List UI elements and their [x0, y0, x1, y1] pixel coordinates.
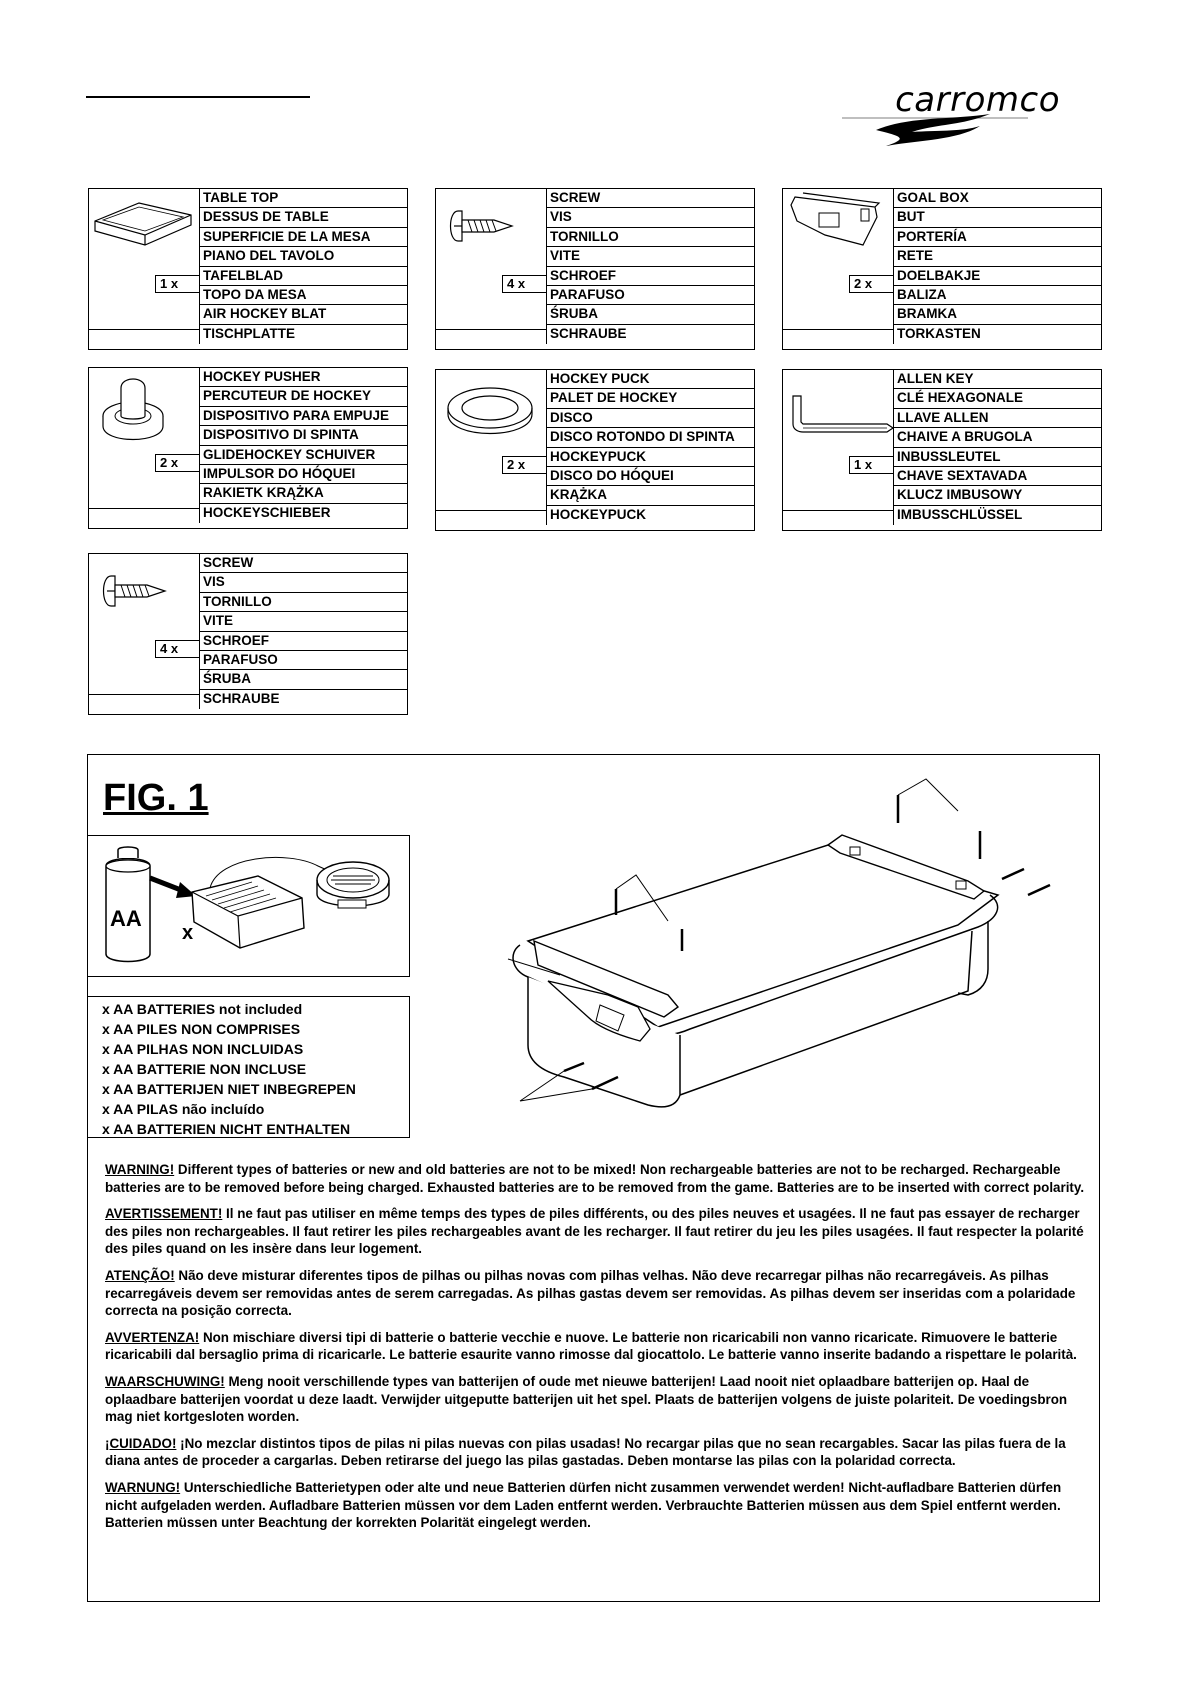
part-name: TORNILLO	[199, 593, 407, 612]
part-name-list	[893, 370, 1101, 525]
battery-illustration	[88, 835, 410, 977]
battery-note: x AA PILHAS NON INCLUIDAS	[102, 1041, 304, 1057]
battery-label: AA	[110, 906, 142, 931]
hockey-puck-icon	[436, 370, 546, 512]
part-name: HOCKEYSCHIEBER	[199, 504, 407, 523]
part-name: CHAVE SEXTAVADA	[893, 467, 1101, 486]
part-name: SCREW	[546, 189, 754, 208]
hockey-pusher-icon	[89, 368, 199, 510]
part-name: GOAL BOX	[893, 189, 1101, 208]
part-name: AIR HOCKEY BLAT	[199, 305, 407, 324]
part-name: RAKIETK KRĄŻKA	[199, 484, 407, 503]
part-name: BRAMKA	[893, 305, 1101, 324]
part-name: CHAIVE A BRUGOLA	[893, 428, 1101, 447]
warning-label: WAARSCHUWING!	[105, 1373, 225, 1389]
part-name-list	[546, 189, 754, 344]
part-name: HOCKEY PUCK	[546, 370, 754, 389]
part-name: PORTERÍA	[893, 228, 1101, 247]
part-name: VIS	[199, 573, 407, 592]
part-quantity: 2 x	[155, 454, 199, 472]
part-quantity: 2 x	[849, 275, 893, 293]
part-name: TISCHPLATTE	[199, 325, 407, 344]
air-hockey-table-illustration	[468, 755, 1088, 1145]
part-name: BUT	[893, 208, 1101, 227]
part-name: PARAFUSO	[546, 286, 754, 305]
part-name: DISCO ROTONDO DI SPINTA	[546, 428, 754, 447]
battery-controller-icon	[88, 836, 408, 976]
part-name-list	[546, 370, 754, 525]
part-screw	[435, 188, 755, 350]
warnings-section	[105, 1161, 1090, 1541]
part-name: LLAVE ALLEN	[893, 409, 1101, 428]
warning-label: AVERTISSEMENT!	[105, 1206, 223, 1222]
goal-box-icon	[783, 189, 893, 331]
part-name-list	[199, 189, 407, 344]
part-name: VITE	[199, 612, 407, 631]
warning-text: ¡No mezclar distintos tipos de pilas ni pilas nuevas con pilas usadas! No recargar pilas que no sean recargables. Sacar las pilas fuera de la diana antes de proceder a cargarlas. Deben retirarse del juego las pilas gastadas. Deben montarse las pilas con la polaridad correcta.	[105, 1435, 1066, 1469]
part-name: DISPOSITIVO PARA EMPUJE	[199, 407, 407, 426]
part-name: IMPULSOR DO HÓQUEI	[199, 465, 407, 484]
warning-label: ATENÇÃO!	[105, 1267, 175, 1283]
part-name: DISCO DO HÓQUEI	[546, 467, 754, 486]
part-allen-key	[782, 369, 1102, 531]
part-table-top	[88, 188, 408, 350]
battery-multiplier: x	[182, 922, 194, 944]
screw-icon	[436, 189, 546, 331]
warning-text: Il ne faut pas utiliser en même temps des types de piles différents, ou des piles neuves et usagées. Il ne faut pas essayer de recharger des piles non rechargeables. Il faut retirer les piles rechargeables avant de les recharger. Il faut retirer du jeu les piles usagées. Il faut respecter la polarité des piles quand on les insère dans leur logement.	[105, 1206, 1084, 1257]
part-name: VITE	[546, 247, 754, 266]
part-name: KLUCZ IMBUSOWY	[893, 486, 1101, 505]
battery-note: x AA PILAS não incluído	[102, 1101, 265, 1117]
battery-note: x AA BATTERIEN NICHT ENTHALTEN	[102, 1121, 351, 1137]
part-name: KRĄŻKA	[546, 486, 754, 505]
part-name-list	[893, 189, 1101, 344]
part-name: PIANO DEL TAVOLO	[199, 247, 407, 266]
part-name: PERCUTEUR DE HOCKEY	[199, 387, 407, 406]
part-hockey-puck	[435, 369, 755, 531]
battery-note: x AA BATTERIES not included	[102, 1001, 303, 1017]
battery-note: x AA BATTERIE NON INCLUSE	[102, 1061, 307, 1077]
warning-it	[105, 1329, 1090, 1364]
part-name: DOELBAKJE	[893, 267, 1101, 286]
part-name: SCHRAUBE	[546, 325, 754, 344]
battery-note: x AA BATTERIJEN NIET INBEGREPEN	[102, 1081, 356, 1097]
part-name: PALET DE HOCKEY	[546, 389, 754, 408]
part-name: HOCKEYPUCK	[546, 448, 754, 467]
part-name: TORKASTEN	[893, 325, 1101, 344]
warning-en	[105, 1161, 1090, 1196]
warning-label: WARNING!	[105, 1162, 175, 1177]
part-name: TAFELBLAD	[199, 267, 407, 286]
part-name: HOCKEYPUCK	[546, 506, 754, 525]
part-name-list	[199, 368, 407, 523]
part-name: CLÉ HEXAGONALE	[893, 389, 1101, 408]
part-quantity: 1 x	[849, 456, 893, 474]
part-name: ŚRUBA	[546, 305, 754, 324]
part-name: TABLE TOP	[199, 189, 407, 208]
warning-fr	[105, 1205, 1090, 1258]
figure-panel	[87, 754, 1100, 1602]
header-rule	[86, 96, 310, 98]
brand-logo	[840, 80, 1060, 148]
part-name: ALLEN KEY	[893, 370, 1101, 389]
warning-text: Unterschiedliche Batterietypen oder alte und neue Batterien dürfen nicht zusammen verwendet werden! Nicht-aufladbare Batterien dürfen nicht aufgeladen werden. Aufladbare Batterien müssen vor dem Laden entfernt werden. Verbrauchte Batterien müssen aus dem Spiel entfernt werden. Batterien müssen unter Beachtung der korrekten Polarität eingelegt werden.	[105, 1479, 1062, 1531]
table-top-icon	[89, 189, 199, 331]
part-name: VIS	[546, 208, 754, 227]
warning-es	[105, 1435, 1090, 1470]
logo-flame-icon	[840, 110, 1030, 150]
part-name: IMBUSSCHLÜSSEL	[893, 506, 1101, 525]
part-quantity: 1 x	[155, 275, 199, 293]
part-name: DISCO	[546, 409, 754, 428]
part-name: PARAFUSO	[199, 651, 407, 670]
part-name: SUPERFICIE DE LA MESA	[199, 228, 407, 247]
screw-icon	[89, 554, 199, 696]
part-quantity: 4 x	[155, 640, 199, 658]
warning-text: Non mischiare diversi tipi di batterie o batterie vecchie e nuove. Le batterie non ricaricabili non vanno ricaricate. Rimuovere le batterie ricaricabili dal bersaglio prima di ricaricarle. Le batterie esaurite vanno rimosse dal giocattolo. Le batterie vanno inserite badando a rispettare le polarità.	[105, 1329, 1077, 1363]
battery-note: x AA PILES NON COMPRISES	[102, 1021, 301, 1037]
part-name: SCHRAUBE	[199, 690, 407, 709]
part-name: SCHROEF	[199, 632, 407, 651]
warning-pt	[105, 1267, 1090, 1320]
part-name-list	[199, 554, 407, 709]
battery-notes	[88, 996, 410, 1138]
part-name: DISPOSITIVO DI SPINTA	[199, 426, 407, 445]
warning-label: AVVERTENZA!	[105, 1329, 200, 1345]
part-name: DESSUS DE TABLE	[199, 208, 407, 227]
part-name: INBUSSLEUTEL	[893, 448, 1101, 467]
part-name: SCHROEF	[546, 267, 754, 286]
figure-title: FIG. 1	[103, 777, 209, 819]
part-name: GLIDEHOCKEY SCHUIVER	[199, 446, 407, 465]
warning-text: Não deve misturar diferentes tipos de pilhas ou pilhas novas com pilhas velhas. Não deve recarregar pilhas não recarregáveis. As pilhas recarregáveis devem ser removidas antes de serem carregadas. As pilhas gastas devem ser removidas. As pilhas devem ser inseridas com a polaridade correcta na posição correcta.	[105, 1267, 1076, 1319]
part-name: TORNILLO	[546, 228, 754, 247]
allen-key-icon	[783, 370, 893, 512]
part-name: SCREW	[199, 554, 407, 573]
part-name: ŚRUBA	[199, 670, 407, 689]
part-screw-2	[88, 553, 408, 715]
part-name: TOPO DA MESA	[199, 286, 407, 305]
warning-nl	[105, 1373, 1090, 1426]
part-quantity: 4 x	[502, 275, 546, 293]
logo-text: carromco	[895, 80, 1060, 120]
part-goal-box	[782, 188, 1102, 350]
warning-label: WARNUNG!	[105, 1479, 181, 1495]
part-name: RETE	[893, 247, 1101, 266]
warning-label: ¡CUIDADO!	[105, 1435, 177, 1451]
part-name: HOCKEY PUSHER	[199, 368, 407, 387]
part-quantity: 2 x	[502, 456, 546, 474]
part-name: BALIZA	[893, 286, 1101, 305]
warning-text: Different types of batteries or new and old batteries are not to be mixed! Non rechargeable batteries are not to be recharged. Rechargeable batteries are to be removed before being charged. Exhausted batteries are to be removed from the game. Batteries are to be inserted with correct polarity.	[105, 1162, 1085, 1195]
warning-text: Meng nooit verschillende types van batterijen of oude met nieuwe batterijen! Laad nooit niet oplaadbare batterijen op. Haal de oplaadbare batterijen voordat u deze laadt. Verwijder uitgeputte batterijen uit het spel. Plaats de batterijen volgens de juiste polariteit. De voedingsbron mag niet kortgesloten worden.	[105, 1373, 1068, 1425]
warning-de	[105, 1479, 1090, 1532]
part-hockey-pusher	[88, 367, 408, 529]
